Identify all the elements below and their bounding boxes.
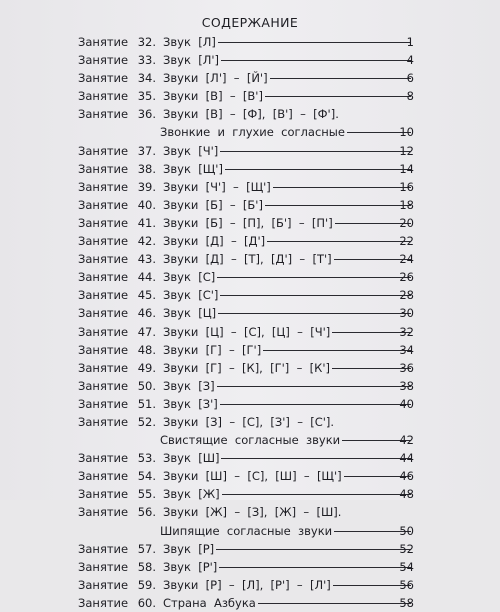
lesson-label: Занятие [78,89,129,104]
lesson-label: Занятие [78,270,129,285]
page-number: 18 [399,197,414,212]
lesson-label: Занятие [78,161,129,176]
lesson-number: 37. [137,143,156,158]
lesson-label: Занятие [78,487,129,502]
lesson-label: Занятие [78,53,129,68]
toc-row [0,359,500,377]
lesson-label: Занятие [78,505,129,520]
page-number: 1 [406,35,414,49]
lesson-label: Занятие [78,35,129,49]
lesson-label: Занятие [78,234,129,249]
lesson-label: Занятие [78,143,129,158]
page-number: 52 [399,541,414,556]
page-number: 16 [399,179,414,194]
lesson-number: 40. [137,197,156,212]
page-number: 22 [399,234,414,249]
lesson-number: 59. [137,577,156,592]
toc-row [0,558,500,576]
toc-row [0,395,500,413]
toc-row [0,467,500,485]
toc-row [0,594,500,612]
page-number: 10 [399,125,414,140]
leader-line [220,150,411,152]
page-number: 46 [399,469,414,484]
entry-title: Звук [Л'] [163,53,219,68]
page-number: 32 [399,324,414,339]
entry-title: Звук [Ш] [163,451,220,466]
entry-title: Звуки [Г] – [Г'] [163,342,262,357]
lesson-number: 60. [137,595,156,610]
entry-title: Звуки [Р] – [Л], [Р'] – [Л'] [163,577,331,592]
lesson-label: Занятие [78,469,129,484]
entry-title: Звук [Ц] [163,306,217,321]
entry-body [163,250,412,268]
entry-body [160,431,412,449]
entry-body [163,87,412,105]
toc-row [0,413,500,431]
leader-line [263,349,411,351]
lesson-number: 52. [137,414,156,429]
leader-line [220,403,411,405]
entry-title: Звуки [Г] – [К], [Г'] – [К'] [163,360,330,375]
leader-line [216,548,411,550]
lesson-number: 46. [137,306,156,321]
entry-body [163,503,412,521]
page-number: 44 [399,451,414,466]
page-number: 48 [399,487,414,502]
entry-body [163,286,412,304]
toc-row [0,142,500,160]
lesson-number: 51. [137,396,156,411]
entry-title: Звуки [Ц] – [С], [Ц] – [Ч'] [163,324,331,339]
entry-body [163,51,412,69]
toc-section-row [0,123,500,141]
page-number: 24 [399,252,414,267]
leader-line [222,493,411,495]
lesson-number: 43. [137,252,156,267]
page-number: 30 [399,306,414,321]
leader-line [218,312,411,314]
entry-body [163,214,412,232]
toc-row [0,232,500,250]
entry-title: Звук [З'] [163,396,218,411]
toc-row [0,286,500,304]
entry-title: Звуки [З] – [С], [З'] – [С']. [163,414,335,429]
entry-body [160,123,412,141]
entry-body [163,485,412,503]
entry-body [163,341,412,359]
lesson-label: Занятие [78,577,129,592]
page-number: 34 [399,342,414,357]
page-number: 20 [399,215,414,230]
entry-title: Страна Азбука [163,595,256,610]
entry-body [163,105,412,123]
section-title: Звонкие и глухие согласные [160,125,345,140]
entry-body [163,558,412,576]
page-number: 36 [399,360,414,375]
entry-title: Звук [С'] [163,288,219,303]
toc-row [0,51,500,69]
entry-body [163,323,412,341]
leader-line [265,95,411,97]
entry-title: Звук [Ч'] [163,143,219,158]
lesson-number: 44. [137,270,156,285]
lesson-number: 39. [137,179,156,194]
page-number: 12 [399,143,414,158]
lesson-label: Занятие [78,396,129,411]
entry-title: Звуки [Б] – [Б'] [163,197,263,212]
page-number: 50 [399,523,414,538]
entry-body [163,467,412,485]
lesson-number: 41. [137,215,156,230]
page-number: 42 [399,433,414,448]
lesson-label: Занятие [78,252,129,267]
entry-title: Звуки [Д] – [Т], [Д'] – [Т'] [163,252,332,267]
leader-line [273,186,411,188]
entry-title: Звуки [Ж] – [З], [Ж] – [Ш]. [163,505,342,520]
entry-body [163,413,412,431]
table-of-contents [0,33,500,612]
lesson-number: 32. [137,35,156,49]
lesson-label: Занятие [78,107,129,122]
lesson-label: Занятие [78,342,129,357]
lesson-number: 34. [137,71,156,86]
lesson-number: 35. [137,89,156,104]
toc-row [0,33,500,51]
lesson-number: 53. [137,451,156,466]
entry-body [163,304,412,322]
entry-title: Звуки [Ш] – [С], [Ш] – [Щ'] [163,469,342,484]
lesson-label: Занятие [78,215,129,230]
toc-section-row [0,431,500,449]
entry-title: Звук [Р] [163,541,215,556]
lesson-number: 55. [137,487,156,502]
lesson-label: Занятие [78,378,129,393]
toc-row [0,304,500,322]
page-title: СОДЕРЖАНИЕ [201,15,299,30]
page-number: 56 [399,577,414,592]
leader-line [265,204,411,206]
entry-title: Звуки [Ч'] – [Щ'] [163,179,271,194]
entry-title: Звук [С] [163,270,216,285]
toc-row [0,576,500,594]
entry-body [163,268,412,286]
leader-line [219,566,411,568]
lesson-number: 47. [137,324,156,339]
section-title: Шипящие согласные звуки [160,523,333,538]
toc-section-row [0,522,500,540]
lesson-label: Занятие [78,559,129,574]
leader-line [258,602,411,604]
entry-title: Звук [Щ'] [163,161,223,176]
lesson-label: Занятие [78,451,129,466]
lesson-number: 48. [137,342,156,357]
leader-line [218,41,411,43]
lesson-number: 56. [137,505,156,520]
toc-row [0,214,500,232]
page-number: 14 [399,161,414,176]
entry-body [163,377,412,395]
page-number: 54 [399,559,414,574]
lesson-number: 58. [137,559,156,574]
entry-body [163,540,412,558]
section-title: Свистящие согласные звуки [160,433,341,448]
leader-line [217,385,411,387]
lesson-label: Занятие [78,414,129,429]
entry-title: Звуки [Д] – [Д'] [163,234,266,249]
entry-title: Звук [Л] [163,35,216,49]
page-number: 26 [399,270,414,285]
lesson-number: 36. [137,107,156,122]
leader-line [221,59,411,61]
lesson-number: 54. [137,469,156,484]
entry-body [163,178,412,196]
page-number: 6 [406,71,414,86]
toc-row [0,540,500,558]
lesson-label: Занятие [78,306,129,321]
lesson-number: 50. [137,378,156,393]
page-number: 58 [399,595,414,610]
lesson-number: 42. [137,234,156,249]
toc-row [0,323,500,341]
entry-body [163,594,412,612]
lesson-label: Занятие [78,324,129,339]
entry-title: Звук [Р'] [163,559,218,574]
entry-body [163,395,412,413]
entry-body [163,69,412,87]
toc-row [0,178,500,196]
entry-body [163,196,412,214]
toc-row [0,196,500,214]
page-number: 4 [406,53,414,68]
entry-body [163,576,412,594]
entry-body [163,160,412,178]
toc-row [0,485,500,503]
lesson-label: Занятие [78,197,129,212]
leader-line [220,294,411,296]
entry-title: Звук [Ж] [163,487,220,502]
lesson-label: Занятие [78,360,129,375]
toc-row [0,105,500,123]
entry-body [163,359,412,377]
leader-line [217,276,411,278]
entry-body [163,142,412,160]
leader-line [267,240,411,242]
page-number: 8 [406,89,414,104]
leader-line [270,77,411,79]
entry-title: Звуки [В] – [Ф], [В'] – [Ф']. [163,107,339,122]
entry-body [160,522,412,540]
toc-row [0,160,500,178]
entry-title: Звуки [В] – [В'] [163,89,263,104]
toc-row [0,449,500,467]
lesson-number: 33. [137,53,156,68]
toc-row [0,69,500,87]
toc-row [0,341,500,359]
lesson-label: Занятие [78,288,129,303]
toc-row [0,503,500,521]
entry-title: Звуки [Б] – [П], [Б'] – [П'] [163,215,333,230]
lesson-number: 49. [137,360,156,375]
toc-row [0,268,500,286]
lesson-number: 38. [137,161,156,176]
entry-title: Звук [З] [163,378,215,393]
entry-body [163,449,412,467]
lesson-label: Занятие [78,541,129,556]
entry-body [163,232,412,250]
toc-row [0,87,500,105]
lesson-number: 57. [137,541,156,556]
page-number: 28 [399,288,414,303]
lesson-label: Занятие [78,71,129,86]
lesson-label: Занятие [78,595,129,610]
leader-line [225,168,411,170]
entry-body [163,33,412,51]
lesson-label: Занятие [78,179,129,194]
leader-line [221,457,411,459]
page-number: 40 [399,396,414,411]
lesson-number: 45. [137,288,156,303]
toc-row [0,250,500,268]
page-number: 38 [399,378,414,393]
entry-title: Звуки [Л'] – [Й'] [163,71,268,86]
toc-row [0,377,500,395]
